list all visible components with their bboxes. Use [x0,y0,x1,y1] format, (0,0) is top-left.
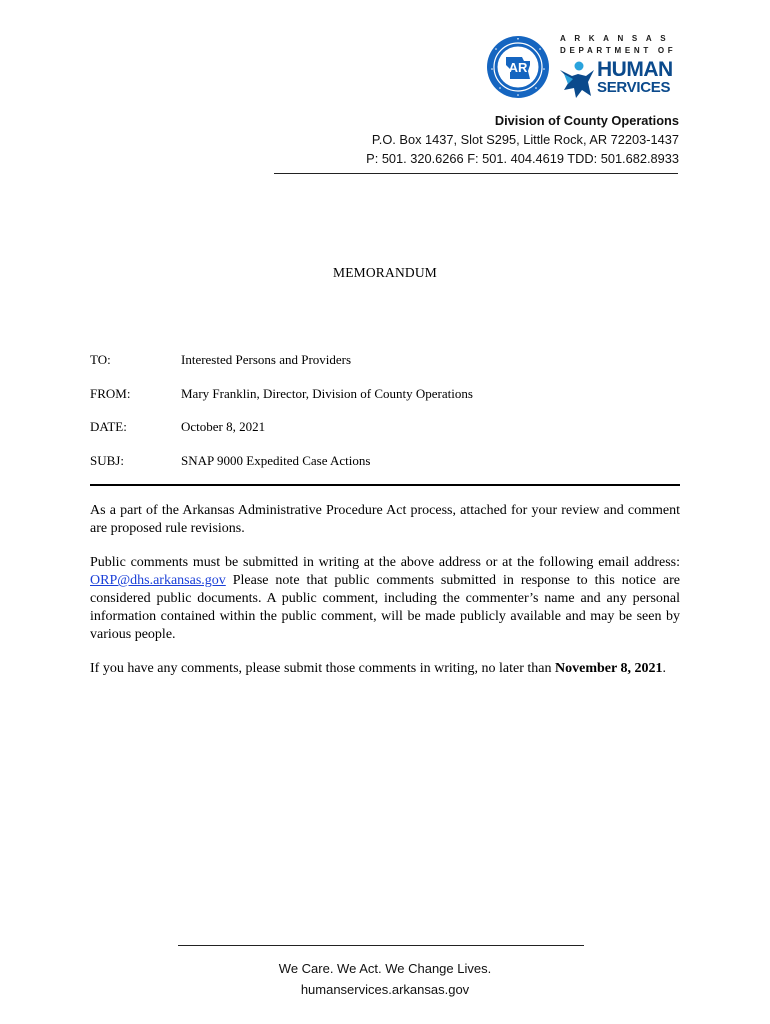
logo-human: HUMAN [597,58,673,81]
footer-divider [178,945,584,946]
body-paragraph-3 [90,660,680,678]
logo-services: SERVICES [597,79,671,96]
footer-website: humanservices.arkansas.gov [300,982,470,997]
field-label: TO: [90,352,111,367]
person-figure-icon [558,60,596,100]
field-label: FROM: [90,385,131,401]
field-label: DATE: [90,419,127,434]
field-to [90,352,680,386]
paragraph-text: . [662,661,666,676]
field-value: Mary Franklin, Director, Division of County Operations [181,385,473,401]
dhs-logo [484,32,684,102]
email-link[interactable]: ORP@dhs.arkansas.gov [90,573,226,588]
logo-department: DEPARTMENT OF [560,46,677,55]
logo-wordmark [560,34,684,96]
division-address-block [366,111,679,168]
field-value: October 8, 2021 [181,419,266,434]
fields-divider [90,484,680,486]
field-value: SNAP 9000 Expedited Case Actions [181,452,371,468]
footer [0,958,770,1000]
field-from [90,386,680,420]
memo-body [90,502,680,694]
field-value: Interested Persons and Providers [181,352,352,367]
arkansas-seal-icon [486,35,550,99]
paragraph-text: Please note that public comments submitted in response to this notice are considered public documents. A public comment, including the commenter’s name and any personal information contained within the public comment, will be made publicly available and may be seen by various people. [90,573,680,642]
body-paragraph-2 [90,554,680,644]
memo-header-fields [90,352,680,486]
body-paragraph-1: As a part of the Arkansas Administrative Procedure Act process, attached for your review and comment are proposed rule revisions. [90,503,680,536]
seal-monogram: AR [508,60,528,75]
field-subject [90,453,680,487]
division-title: Division of County Operations [494,113,679,128]
division-address: P.O. Box 1437, Slot S295, Little Rock, AR 72203-1437 [371,132,679,147]
memo-title: MEMORANDUM [332,265,437,280]
field-date [90,419,680,453]
field-label: SUBJ: [90,452,124,468]
division-phones: P: 501. 320.6266 F: 501. 404.4619 TDD: 501.682.8933 [366,151,679,166]
footer-slogan: We Care. We Act. We Change Lives. [278,961,492,976]
paragraph-text: If you have any comments, please submit those comments in writing, no later than [90,661,556,676]
paragraph-text: Public comments must be submitted in writing at the above address or at the following email address: [90,555,680,570]
header-divider [274,173,678,174]
logo-state: ARKANSAS [560,34,675,43]
deadline-date: November 8, 2021 [555,661,663,676]
